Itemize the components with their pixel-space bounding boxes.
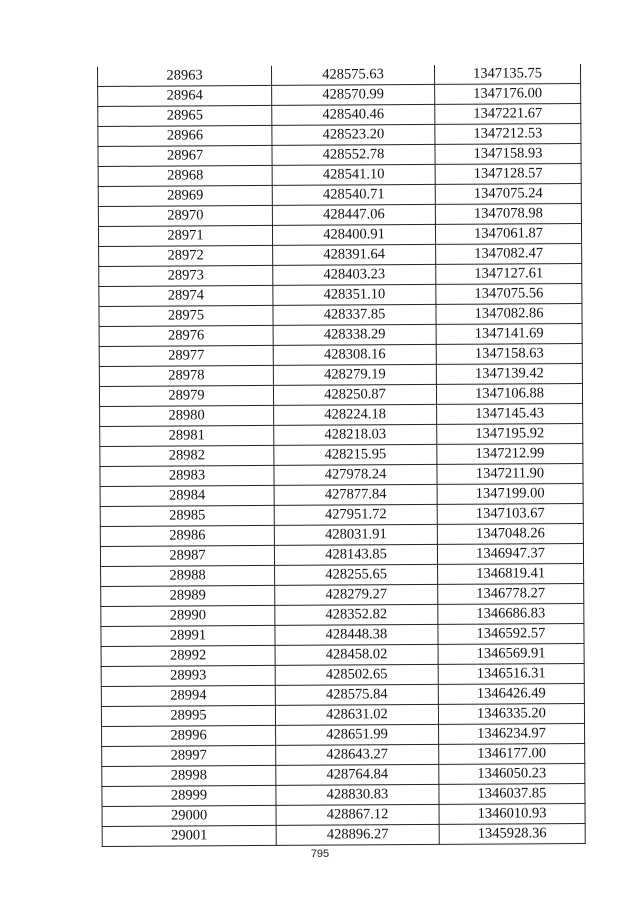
y-coordinate-cell: 1347135.75 (434, 64, 580, 84)
y-coordinate-cell: 1346778.27 (438, 584, 584, 605)
x-coordinate-cell: 428403.23 (273, 264, 436, 285)
table-row (98, 164, 581, 187)
table-row (99, 324, 582, 347)
x-coordinate-cell: 428764.84 (276, 764, 439, 785)
point-id-cell: 28980 (100, 405, 274, 426)
point-id-cell: 28975 (99, 305, 273, 326)
y-coordinate-cell: 1346686.83 (438, 604, 584, 625)
y-coordinate-cell: 1347221.67 (435, 104, 581, 125)
x-coordinate-cell: 428218.03 (274, 424, 437, 445)
x-coordinate-cell: 428308.16 (273, 344, 436, 365)
table-row (100, 404, 583, 427)
y-coordinate-cell: 1347106.88 (436, 384, 582, 405)
x-coordinate-cell: 428338.29 (273, 324, 436, 345)
page-number: 795 (310, 848, 330, 860)
x-coordinate-cell: 428352.82 (275, 604, 438, 625)
y-coordinate-cell: 1347127.61 (436, 264, 582, 285)
y-coordinate-cell: 1346050.23 (439, 764, 585, 785)
x-coordinate-cell: 428337.85 (273, 304, 436, 325)
point-id-cell: 28984 (100, 485, 274, 506)
point-id-cell: 28969 (98, 185, 272, 206)
point-id-cell: 28989 (101, 585, 275, 606)
x-coordinate-cell: 428224.18 (274, 404, 437, 425)
point-id-cell: 28974 (99, 285, 273, 306)
table-row (101, 684, 584, 707)
table-row (101, 604, 584, 627)
x-coordinate-cell: 427877.84 (274, 484, 437, 505)
table-row (100, 484, 583, 507)
table-row (101, 664, 584, 687)
y-coordinate-cell: 1347145.43 (437, 404, 583, 425)
point-id-cell: 28979 (99, 385, 273, 406)
x-coordinate-cell: 428867.12 (276, 804, 439, 825)
y-coordinate-cell: 1347048.26 (437, 524, 583, 545)
point-id-cell: 28982 (100, 445, 274, 466)
coordinate-table-body (97, 64, 585, 846)
table-row (101, 584, 584, 607)
y-coordinate-cell: 1347141.69 (436, 324, 582, 345)
x-coordinate-cell: 428643.27 (276, 744, 439, 765)
y-coordinate-cell: 1346426.49 (438, 684, 584, 705)
table-row (102, 764, 585, 787)
point-id-cell: 28972 (99, 245, 273, 266)
point-id-cell: 28990 (101, 605, 275, 626)
table-row (97, 64, 580, 86)
point-id-cell: 28968 (98, 165, 272, 186)
point-id-cell: 28967 (98, 145, 272, 166)
table-row (100, 444, 583, 467)
table-row (99, 344, 582, 367)
x-coordinate-cell: 428575.63 (271, 65, 434, 85)
point-id-cell: 28987 (100, 545, 274, 566)
point-id-cell: 28996 (102, 725, 276, 746)
x-coordinate-cell: 427978.24 (274, 464, 437, 485)
y-coordinate-cell: 1347061.87 (435, 224, 581, 245)
x-coordinate-cell: 428215.95 (274, 444, 437, 465)
point-id-cell: 28986 (100, 525, 274, 546)
y-coordinate-cell: 1347211.90 (437, 464, 583, 485)
table-row (98, 124, 581, 147)
coordinate-table (97, 64, 586, 847)
y-coordinate-cell: 1347158.93 (435, 144, 581, 165)
table-row (100, 544, 583, 567)
table-row (102, 724, 585, 747)
point-id-cell: 28994 (101, 685, 275, 706)
y-coordinate-cell: 1347078.98 (435, 204, 581, 225)
x-coordinate-cell: 428031.91 (274, 524, 437, 545)
point-id-cell: 28976 (99, 325, 273, 346)
x-coordinate-cell: 428250.87 (273, 384, 436, 405)
y-coordinate-cell: 1347075.24 (435, 184, 581, 205)
y-coordinate-cell: 1347212.99 (437, 444, 583, 465)
table-row (99, 284, 582, 307)
x-coordinate-cell: 428400.91 (272, 224, 435, 245)
table-row (98, 104, 581, 127)
x-coordinate-cell: 428279.19 (273, 364, 436, 385)
x-coordinate-cell: 428540.71 (272, 184, 435, 205)
y-coordinate-cell: 1347082.86 (436, 304, 582, 325)
x-coordinate-cell: 428391.64 (273, 244, 436, 265)
x-coordinate-cell: 428458.02 (275, 644, 438, 665)
y-coordinate-cell: 1346819.41 (438, 564, 584, 585)
point-id-cell: 28985 (100, 505, 274, 526)
x-coordinate-cell: 428651.99 (276, 724, 439, 745)
x-coordinate-cell: 428255.65 (275, 564, 438, 585)
y-coordinate-cell: 1346335.20 (438, 704, 584, 725)
y-coordinate-cell: 1346569.91 (438, 644, 584, 665)
x-coordinate-cell: 427951.72 (274, 504, 437, 525)
point-id-cell: 28991 (101, 625, 275, 646)
x-coordinate-cell: 428541.10 (272, 164, 435, 185)
x-coordinate-cell: 428540.46 (272, 104, 435, 125)
table-row (102, 784, 585, 807)
point-id-cell: 28992 (101, 645, 275, 666)
table-row (102, 744, 585, 767)
y-coordinate-cell: 1347212.53 (435, 124, 581, 145)
x-coordinate-cell: 428143.85 (274, 544, 437, 565)
table-row (100, 504, 583, 527)
table-row (101, 704, 584, 727)
y-coordinate-cell: 1347158.63 (436, 344, 582, 365)
table-row (101, 624, 584, 647)
point-id-cell: 28988 (101, 565, 275, 586)
point-id-cell: 28981 (100, 425, 274, 446)
point-id-cell: 28964 (98, 85, 272, 106)
y-coordinate-cell: 1346234.97 (439, 724, 585, 745)
x-coordinate-cell: 428631.02 (275, 704, 438, 725)
x-coordinate-cell: 428279.27 (275, 584, 438, 605)
y-coordinate-cell: 1346010.93 (439, 804, 585, 825)
point-id-cell: 28997 (102, 745, 276, 766)
point-id-cell: 28998 (102, 765, 276, 786)
x-coordinate-cell: 428447.06 (272, 204, 435, 225)
x-coordinate-cell: 428351.10 (273, 284, 436, 305)
table-row (99, 384, 582, 407)
table-row (99, 244, 582, 267)
table-row (100, 524, 583, 547)
table-row (101, 644, 584, 667)
table-row (98, 84, 581, 107)
point-id-cell: 28983 (100, 465, 274, 486)
table-row (98, 204, 581, 227)
point-id-cell: 28973 (99, 265, 273, 286)
x-coordinate-cell: 428830.83 (276, 784, 439, 805)
point-id-cell: 28963 (97, 66, 271, 87)
y-coordinate-cell: 1347128.57 (435, 164, 581, 185)
point-id-cell: 28971 (98, 225, 272, 246)
table-row (98, 144, 581, 167)
x-coordinate-cell: 428552.78 (272, 144, 435, 165)
table-row (100, 424, 583, 447)
y-coordinate-cell: 1347082.47 (436, 244, 582, 265)
y-coordinate-cell: 1346947.37 (437, 544, 583, 565)
point-id-cell: 29001 (102, 825, 276, 846)
y-coordinate-cell: 1347139.42 (436, 364, 582, 385)
table-row (99, 264, 582, 287)
table-row (98, 224, 581, 247)
table-row (102, 804, 585, 827)
table-row (102, 824, 585, 847)
y-coordinate-cell: 1347195.92 (437, 424, 583, 445)
y-coordinate-cell: 1346177.00 (439, 744, 585, 765)
point-id-cell: 28966 (98, 125, 272, 146)
y-coordinate-cell: 1346516.31 (438, 664, 584, 685)
x-coordinate-cell: 428523.20 (272, 124, 435, 145)
y-coordinate-cell: 1347103.67 (437, 504, 583, 525)
point-id-cell: 28977 (99, 345, 273, 366)
point-id-cell: 28978 (99, 365, 273, 386)
point-id-cell: 28999 (102, 785, 276, 806)
table-row (99, 304, 582, 327)
y-coordinate-cell: 1347075.56 (436, 284, 582, 305)
table-row (100, 464, 583, 487)
point-id-cell: 29000 (102, 805, 276, 826)
point-id-cell: 28995 (101, 705, 275, 726)
x-coordinate-cell: 428502.65 (275, 664, 438, 685)
y-coordinate-cell: 1345928.36 (439, 824, 585, 845)
x-coordinate-cell: 428575.84 (275, 684, 438, 705)
table-row (99, 364, 582, 387)
y-coordinate-cell: 1346037.85 (439, 784, 585, 805)
table-row (98, 184, 581, 207)
y-coordinate-cell: 1347176.00 (435, 84, 581, 105)
x-coordinate-cell: 428896.27 (276, 824, 439, 845)
point-id-cell: 28965 (98, 105, 272, 126)
y-coordinate-cell: 1346592.57 (438, 624, 584, 645)
y-coordinate-cell: 1347199.00 (437, 484, 583, 505)
table-row (101, 564, 584, 587)
x-coordinate-cell: 428570.99 (272, 84, 435, 105)
point-id-cell: 28970 (98, 205, 272, 226)
x-coordinate-cell: 428448.38 (275, 624, 438, 645)
point-id-cell: 28993 (101, 665, 275, 686)
